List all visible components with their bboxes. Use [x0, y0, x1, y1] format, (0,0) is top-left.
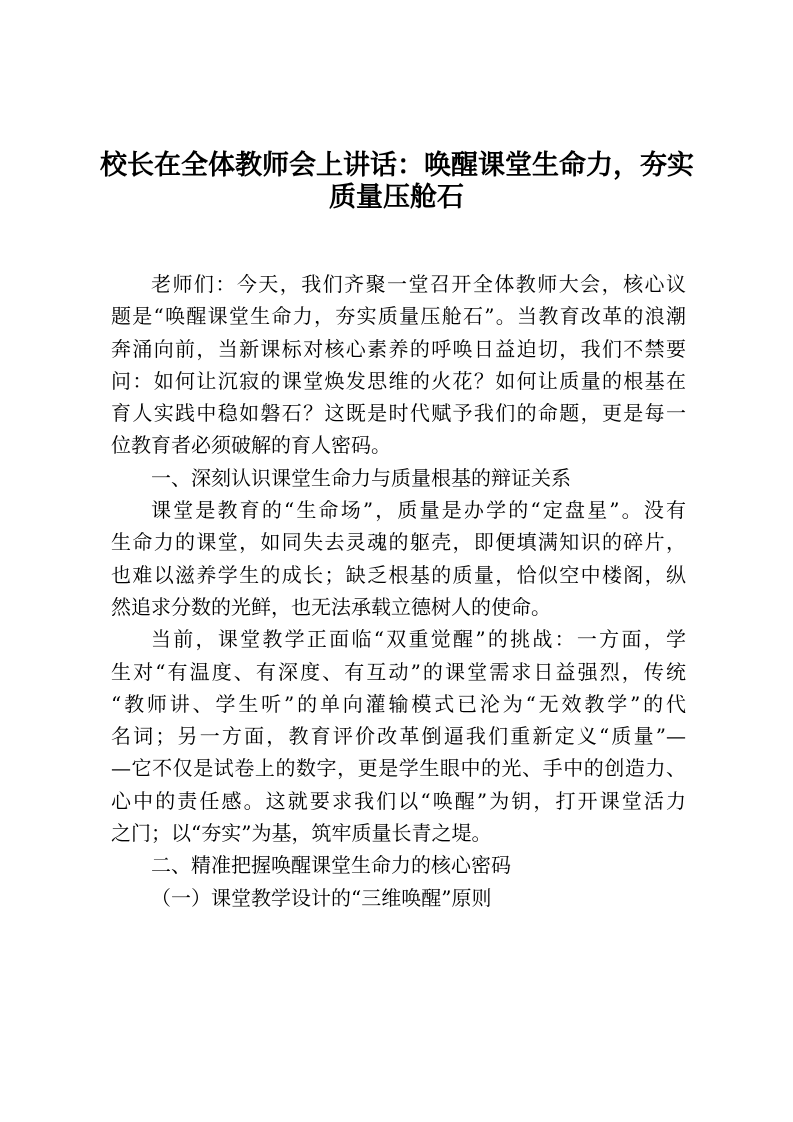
paragraph-line: 然追求分数的光鲜，也无法承载立德树人的使命。 [111, 594, 551, 619]
section-heading: 一、深刻认识课堂生命力与质量根基的辩证关系 [151, 465, 571, 490]
subsection-heading: （一）课堂教学设计的“三维唤醒”原则 [151, 885, 492, 910]
paragraph-line: 名词；另一方面，教育评价改革倒逼我们重新定义“质量”— [111, 724, 686, 749]
paragraph-line: 生对“有温度、有深度、有互动”的课堂需求日益强烈，传统 [111, 659, 686, 684]
paragraph-line: 奔涌向前，当新课标对核心素养的呼唤日益迫切，我们不禁要 [111, 336, 686, 361]
title-line: 质量压舱石 [329, 182, 464, 214]
paragraph-line: 问：如何让沉寂的课堂焕发思维的火花？如何让质量的根基在 [111, 368, 686, 393]
document-title [100, 150, 693, 215]
paragraph-line: 老师们：今天，我们齐聚一堂召开全体教师大会，核心议 [151, 272, 686, 296]
paragraph-line: 也难以滋养学生的成长；缺乏根基的质量，恰似空中楼阁，纵 [111, 562, 686, 587]
section-heading: 二、精准把握唤醒课堂生命力的核心密码 [151, 853, 511, 878]
paragraph-line: 课堂是教育的“生命场”，质量是办学的“定盘星”。没有 [151, 498, 686, 523]
paragraph-line: —它不仅是试卷上的数字，更是学生眼中的光、手中的创造力、 [111, 756, 686, 781]
paragraph-line: “教师讲、学生听”的单向灌输模式已沦为“无效教学”的代 [111, 691, 686, 716]
title-line: 校长在全体教师会上讲话：唤醒课堂生命力，夯实 [100, 150, 694, 181]
paragraph-line: 育人实践中稳如磐石？这既是时代赋予我们的命题，更是每一 [111, 401, 686, 426]
paragraph-line: 题是“唤醒课堂生命力，夯实质量压舱石”。当教育改革的浪潮 [111, 304, 686, 329]
paragraph-line: 生命力的课堂，如同失去灵魂的躯壳，即便填满知识的碎片， [111, 530, 686, 555]
paragraph-line: 当前，课堂教学正面临“双重觉醒”的挑战：一方面，学 [151, 627, 686, 652]
paragraph-line: 心中的责任感。这就要求我们以“唤醒”为钥，打开课堂活力 [111, 788, 686, 813]
paragraph-line: 之门；以“夯实”为基，筑牢质量长青之堤。 [111, 821, 492, 846]
document-body [111, 268, 686, 914]
paragraph-line: 位教育者必须破解的育人密码。 [111, 433, 391, 458]
